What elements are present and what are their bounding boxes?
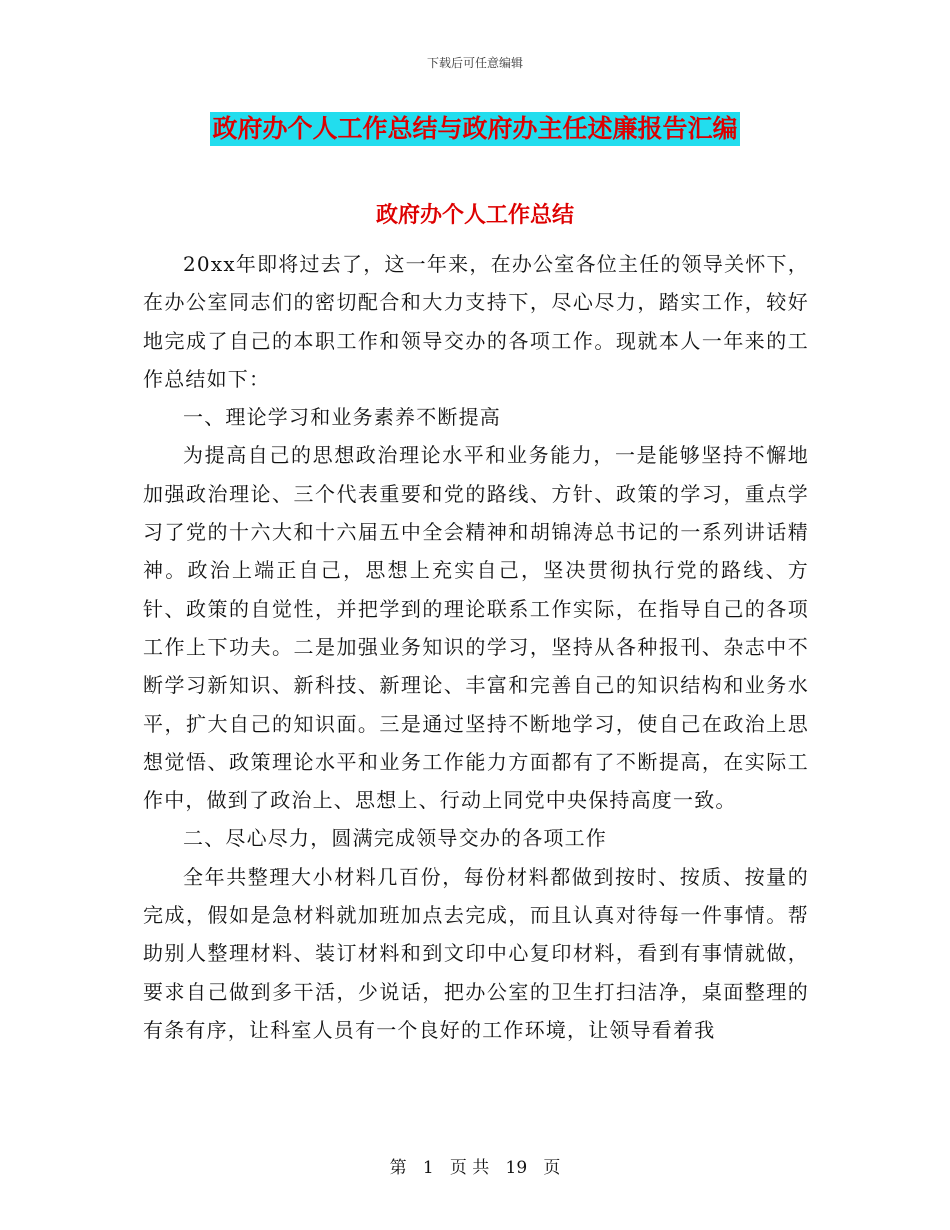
paragraph-tasks: 全年共整理大小材料几百份，每份材料都做到按时、按质、按量的完成，假如是急材料就加班加点去完成，而且认真对待每一件事情。帮助别人整理材料、装订材料和到文印中心复印材料，看到有事情就做，要求自己做到多干活，少说话，把办公室的卫生打扫洁净，桌面整理的有条有序，让科室人员有一个良好的工作环境，让领导看着我 [143, 864, 809, 1042]
paragraph-theory-study: 为提高自己的思想政治理论水平和业务能力，一是能够坚持不懈地加强政治理论、三个代表重要和党的路线、方针、政策的学习，重点学习了党的十六大和十六届五中全会精神和胡锦涛总书记的一系列讲话精神。政治上端正自己，思想上充实自己，坚决贯彻执行党的路线、方针、政策的自觉性，并把学到的理论联系工作实际，在指导自己的各项工作上下功夫。二是加强业务知识的学习，坚持从各种报刊、杂志中不断学习新知识、新科技、新理论、丰富和完善自己的知识结构和业务水平，扩大自己的知识面。三是通过坚持不断地学习，使自己在政治上思想觉悟、政策理论水平和业务工作能力方面都有了不断提高，在实际工作中，做到了政治上、思想上、行动上同党中央保持高度一致。 [143, 443, 809, 813]
footer-prefix: 第 [389, 1158, 407, 1178]
footer-total-pages: 19 [505, 1158, 528, 1178]
paragraph-intro: 20xx年即将过去了，这一年来，在办公室各位主任的领导关怀下，在办公室同志们的密切配合和大力支持下，尽心尽力，踏实工作，较好地完成了自己的本职工作和领导交办的各项工作。现就本人一年来的工作总结如下： [143, 252, 809, 391]
body-text [143, 245, 809, 1049]
main-title-wrap [0, 112, 950, 146]
heading-tasks: 二、尽心尽力，圆满完成领导交办的各项工作 [183, 826, 607, 851]
footer-suffix: 页 [543, 1158, 561, 1178]
footer-page-number: 1 [422, 1158, 434, 1178]
main-title: 政府办个人工作总结与政府办主任述廉报告汇编 [210, 112, 739, 146]
header-note: 下载后可任意编辑 [426, 56, 523, 70]
page-footer [0, 1153, 950, 1178]
heading-theory-study: 一、理论学习和业务素养不断提高 [183, 405, 501, 430]
footer-middle: 页 共 [449, 1158, 490, 1178]
section-title: 政府办个人工作总结 [375, 203, 574, 228]
